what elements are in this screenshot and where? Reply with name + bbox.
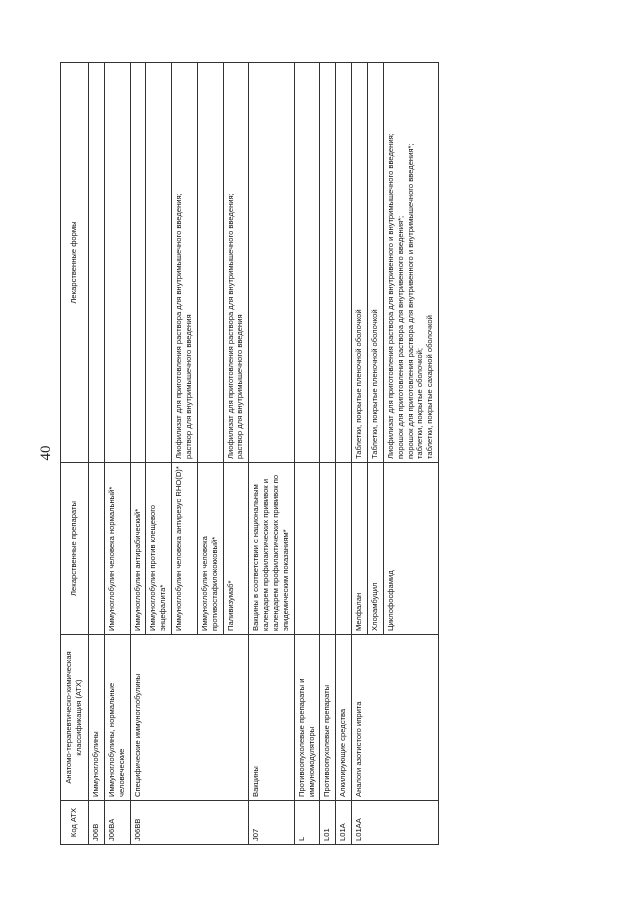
drug-cell <box>336 463 352 635</box>
dosage-forms-cell <box>368 63 384 463</box>
atc-table <box>60 62 439 845</box>
dosage-forms-cell <box>294 63 320 463</box>
atc-code-cell: J06BB <box>130 801 249 845</box>
atc-code-cell: J06BA <box>104 801 130 845</box>
dosage-forms-cell <box>197 63 223 463</box>
classification-cell: Противоопухолевые препараты и иммуномодуляторы <box>294 635 320 801</box>
classification-cell: Специфические иммуноглобулины <box>130 635 249 801</box>
dosage-form-line: Таблетки, покрытые пленочной оболочкой <box>370 309 380 459</box>
drug-cell <box>89 463 105 635</box>
table-row <box>104 63 130 845</box>
dosage-form-line: порошок для приготовления раствора для внутривенного и внутримышечного введения*; <box>405 143 415 459</box>
drug-cell: Иммуноглобулин человека нормальный* <box>104 463 130 635</box>
drug-cell: Иммуноглобулин человека противостафилококковый* <box>197 463 223 635</box>
drug-cell <box>294 463 320 635</box>
classification-cell: Алкилирующие средства <box>336 635 352 801</box>
header-classification: Анатомо-терапевтическо-химическая классификация (АТХ) <box>61 635 89 801</box>
header-drugs: Лекарственные препараты <box>61 463 89 635</box>
dosage-form-line: порошок для приготовления раствора для внутривенного введения*; <box>395 215 405 459</box>
atc-code-cell: J07 <box>249 801 294 845</box>
classification-cell: Иммуноглобулины, нормальные человеческие <box>104 635 130 801</box>
dosage-form-line: раствор для внутримышечного введения <box>184 314 194 459</box>
table-header-row <box>61 63 89 845</box>
drug-cell: Иммуноглобулин антирабический* <box>130 463 146 635</box>
dosage-form-line: таблетки, покрытые сахарной оболочкой <box>425 315 435 459</box>
dosage-forms-cell <box>104 63 130 463</box>
header-forms: Лекарственные формы <box>61 63 89 463</box>
atc-code-cell: L <box>294 801 320 845</box>
atc-code-cell: L01AA <box>352 801 439 845</box>
table-row <box>249 63 294 845</box>
dosage-forms-cell <box>172 63 198 463</box>
drug-cell: Хлорамбуцил <box>368 463 384 635</box>
dosage-forms-cell <box>130 63 146 463</box>
table-body <box>89 63 439 845</box>
classification-cell: Аналоги азотистого иприта <box>352 635 439 801</box>
atc-code-cell: L01 <box>320 801 336 845</box>
dosage-form-line: Лиофилизат для приготовления раствора для внутривенного и внутримышечного введения; <box>385 133 395 459</box>
dosage-form-line: раствор для внутримышечного введения <box>235 314 245 459</box>
classification-cell: Противоопухолевые препараты <box>320 635 336 801</box>
drug-cell <box>320 463 336 635</box>
drug-cell: Иммуноглобулин человека антирезус RHO(D)* <box>172 463 198 635</box>
atc-code-cell: J06B <box>89 801 105 845</box>
classification-cell: Вакцины <box>249 635 294 801</box>
dosage-forms-cell <box>336 63 352 463</box>
dosage-forms-cell <box>146 63 172 463</box>
dosage-form-line: Таблетки, покрытые пленочной оболочкой <box>354 309 364 459</box>
drug-cell: Иммуноглобулин против клещевого энцефалита* <box>146 463 172 635</box>
dosage-form-line: Лиофилизат для приготовления раствора для внутримышечного введения; <box>225 193 235 459</box>
header-code: Код АТХ <box>61 801 89 845</box>
page-number: 40 <box>37 445 54 461</box>
rotated-table-container <box>60 63 580 845</box>
table-row <box>294 63 320 845</box>
dosage-form-line: Лиофилизат для приготовления раствора для внутримышечного введения; <box>174 193 184 459</box>
classification-cell: Иммуноглобулины <box>89 635 105 801</box>
drug-cell: Мелфалан <box>352 463 368 635</box>
dosage-forms-cell <box>352 63 368 463</box>
dosage-forms-cell <box>223 63 249 463</box>
dosage-forms-cell <box>320 63 336 463</box>
dosage-forms-cell <box>383 63 438 463</box>
dosage-forms-cell <box>249 63 294 463</box>
drug-cell: Циклофосфамид <box>383 463 438 635</box>
atc-code-cell: L01A <box>336 801 352 845</box>
table-row <box>130 63 146 845</box>
table-row <box>320 63 336 845</box>
table-row <box>352 63 368 845</box>
drug-cell: Паливизумаб* <box>223 463 249 635</box>
table-row <box>336 63 352 845</box>
dosage-form-line: таблетки, покрытые оболочкой; <box>415 347 425 459</box>
table-row <box>89 63 105 845</box>
dosage-forms-cell <box>89 63 105 463</box>
drug-cell: Вакцины в соответствии с национальным календарем профилактических прививок и календарем профилактических прививок по эпидемическим показаниям* <box>249 463 294 635</box>
